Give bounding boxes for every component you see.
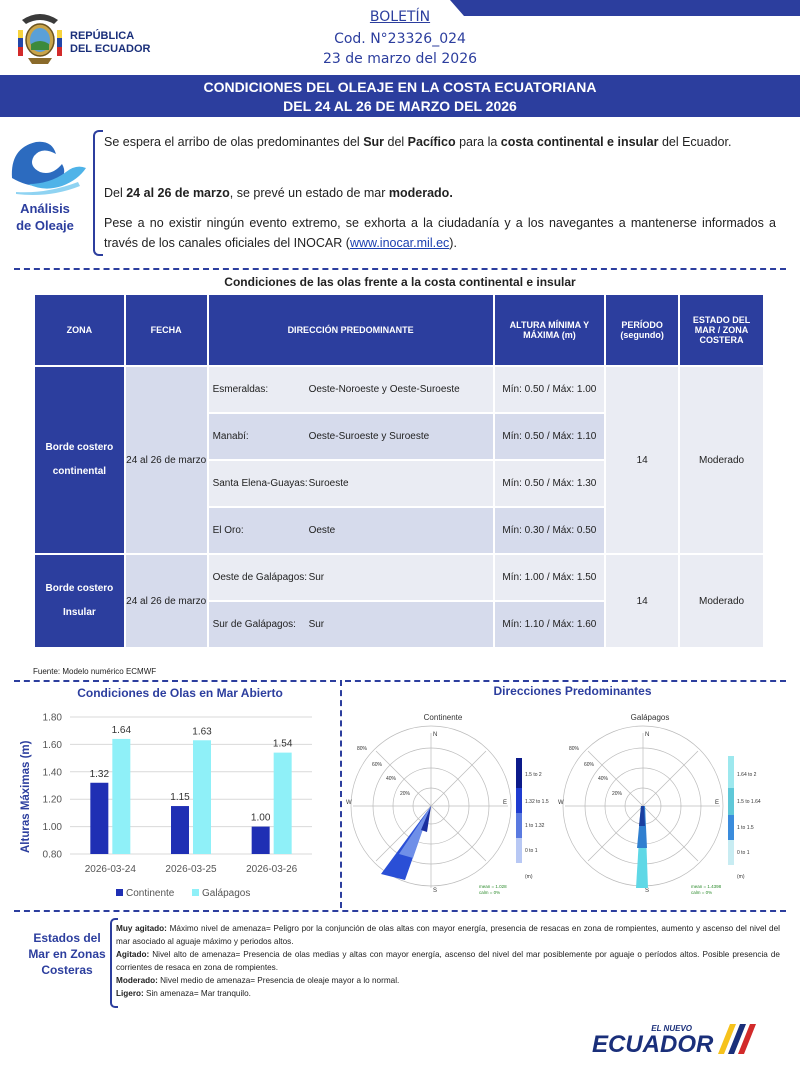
bar-continente — [90, 783, 108, 854]
label-e: E — [503, 800, 508, 806]
data-label: 1.15 — [170, 792, 190, 804]
p2-seg-bold: moderado. — [388, 186, 453, 200]
bottom-divider — [14, 910, 786, 912]
title-banner — [0, 75, 800, 117]
place: Oeste de Galápagos: — [212, 572, 308, 583]
estado-item — [116, 987, 780, 1000]
country-line-2: DEL ECUADOR — [70, 43, 151, 55]
inocar-link[interactable]: www.inocar.mil.ec — [349, 236, 450, 250]
height-cell: Mín: 0.50 / Máx: 1.00 — [494, 366, 606, 413]
p2-seg: , se prevé un estado de mar — [229, 186, 389, 200]
direction-cell — [208, 413, 494, 460]
zone-line-2: Insular — [63, 607, 96, 618]
legend-swatch — [516, 758, 522, 788]
estado-item — [116, 948, 780, 974]
legend-swatch — [728, 756, 734, 788]
legend-unit: (m) — [525, 874, 533, 880]
legend-swatch — [116, 889, 123, 896]
p1-seg-bold: costa continental e insular — [500, 135, 659, 149]
fecha-insular: 24 al 26 de marzo — [125, 554, 208, 648]
vertical-divider — [340, 680, 342, 908]
rose-calm: calm = 0% — [479, 890, 501, 895]
analysis-label-line-2: de Oleaje — [16, 218, 74, 233]
legend-entry: Galápagos — [202, 888, 251, 899]
legend-swatch — [728, 840, 734, 865]
height-cell: Mín: 1.00 / Máx: 1.50 — [494, 554, 606, 601]
table-header-row — [34, 294, 764, 366]
direction: Sur — [308, 572, 325, 583]
fecha-continental: 24 al 26 de marzo — [125, 366, 208, 554]
zone-insular — [34, 554, 125, 648]
wave-icon — [6, 134, 88, 196]
label-s: S — [433, 888, 438, 894]
estado-insular: Moderado — [679, 554, 764, 648]
place: Manabí: — [212, 431, 249, 442]
x-tick-label: 2026-03-26 — [246, 864, 298, 875]
direction: Oeste — [308, 525, 336, 536]
wave-conditions-table — [33, 293, 765, 649]
bar-galápagos — [274, 753, 292, 854]
bar-continente — [171, 806, 189, 854]
y-tick-label: 0.80 — [42, 849, 62, 861]
p3-end: ). — [449, 236, 457, 250]
direction: Suroeste — [308, 478, 349, 489]
section-divider — [14, 268, 786, 270]
chart-bars — [85, 725, 298, 875]
estado-text: Máximo nivel de amenaza= Peligro por la conjunción de olas altas con mayor energía, presencia de resacas en zona de rompientes, aumento y ascenso del nivel del mar asociado al aguaje máximo y periodos altos. — [116, 924, 780, 946]
analysis-paragraph-3 — [104, 213, 776, 253]
direction: Sur — [308, 619, 325, 630]
p2-seg: Del — [104, 186, 127, 200]
height-cell: Mín: 0.50 / Máx: 1.30 — [494, 460, 606, 507]
place: Esmeraldas: — [212, 384, 269, 395]
estado-term: Ligero: — [116, 989, 144, 998]
label-w: W — [558, 800, 564, 806]
periodo-continental: 14 — [605, 366, 679, 554]
y-tick-label: 1.40 — [42, 767, 62, 779]
chart-title: Condiciones de Olas en Mar Abierto — [77, 686, 283, 700]
data-label: 1.64 — [111, 724, 132, 736]
rose-mean: mean = 1.4398 — [691, 884, 722, 889]
estados-label-line-3: Costeras — [41, 963, 93, 977]
estado-continental: Moderado — [679, 366, 764, 554]
y-tick-label: 1.60 — [42, 739, 62, 751]
ring-label: 60% — [372, 762, 383, 768]
legend-label: 1.32 to 1.5 — [525, 799, 549, 805]
ring-label: 80% — [357, 746, 368, 752]
coat-of-arms-icon — [14, 10, 66, 66]
label-n: N — [645, 732, 650, 738]
estado-text: Sin amenaza= Mar tranquilo. — [143, 989, 251, 998]
rose-galapagos — [555, 708, 785, 903]
header-altura: ALTURA MÍNIMA Y MÁXIMA (m) — [494, 294, 606, 366]
direction-cell — [208, 554, 494, 601]
legend-swatch — [728, 815, 734, 840]
estado-term: Agitado: — [116, 950, 150, 959]
place: El Oro: — [212, 525, 244, 536]
legend-label: 0 to 1 — [737, 850, 750, 856]
zone-line-1: Borde costero — [45, 442, 114, 453]
ring-label: 40% — [386, 776, 397, 782]
zone-line-2: continental — [52, 466, 107, 477]
estado-text: Nivel alto de amenaza= Presencia de olas medias y altas con mayor energía, ascenso del nivel del mar posiblemente por aguaje o períodos altos. Posible presencia de corrientes de resaca en zona de rompientes. — [116, 950, 780, 972]
analysis-paragraph-1 — [104, 132, 776, 152]
rose-title: Galápagos — [630, 713, 670, 722]
table-row — [34, 366, 764, 413]
p1-seg-bold: Pacífico — [407, 135, 456, 149]
country-name — [70, 30, 150, 56]
height-cell: Mín: 0.30 / Máx: 0.50 — [494, 507, 606, 554]
estado-item — [116, 974, 780, 987]
estado-term: Muy agitado: — [116, 924, 167, 933]
label-e: E — [715, 800, 720, 806]
zone-continental — [34, 366, 125, 554]
legend-label: 1.64 to 2 — [737, 772, 757, 778]
table-row — [34, 554, 764, 601]
rose-title: Continente — [423, 713, 463, 722]
bar-chart — [12, 705, 332, 905]
label-w: W — [346, 800, 352, 806]
title-line-1: CONDICIONES DEL OLEAJE EN LA COSTA ECUATORIANA — [203, 79, 597, 95]
data-label: 1.32 — [89, 768, 110, 780]
legend-label: 0 to 1 — [525, 848, 538, 854]
label-n: N — [433, 732, 438, 738]
brand-small: EL NUEVO — [651, 1024, 692, 1033]
ring-label: 20% — [400, 791, 411, 797]
rose-calm: calm = 0% — [691, 890, 713, 895]
label-s: S — [645, 888, 650, 894]
analysis-brace — [93, 130, 103, 256]
legend-entry: Continente — [126, 888, 175, 899]
bulletin-label: BOLETÍN — [369, 9, 431, 25]
ring-label: 40% — [598, 776, 609, 782]
data-label: 1.00 — [250, 812, 271, 824]
p3-text: Pese a no existir ningún evento extremo, se exhorta a la ciudadanía y a los navegantes a mantenerse informados a través de los canales oficiales del INOCAR ( — [104, 216, 776, 250]
x-tick-label: 2026-03-25 — [165, 864, 217, 875]
bar-continente — [252, 827, 270, 854]
legend-label: 1 to 1.32 — [525, 823, 545, 829]
legend-swatch — [516, 788, 522, 813]
direction-cell — [208, 460, 494, 507]
table-title: Condiciones de las olas frente a la costa continental e insular — [224, 275, 576, 289]
ring-label: 20% — [612, 791, 623, 797]
data-label: 1.63 — [192, 726, 212, 738]
p1-seg: del Ecuador. — [658, 135, 732, 149]
chart-divider — [14, 680, 336, 682]
estados-label-line-1: Estados del — [33, 931, 101, 945]
ecuador-brand-logo — [590, 1020, 770, 1058]
ring-label: 80% — [569, 746, 580, 752]
legend-label: 1.5 to 2 — [525, 772, 542, 778]
estados-label — [20, 930, 114, 978]
rose-mean: mean = 1.028 — [479, 884, 507, 889]
estados-label-line-2: Mar en Zonas — [28, 947, 106, 961]
header-direccion: DIRECCIÓN PREDOMINANTE — [208, 294, 494, 366]
top-accent-bar — [450, 0, 800, 16]
roses-divider — [345, 680, 786, 682]
title-line-2: DEL 24 AL 26 DE MARZO DEL 2026 — [283, 98, 517, 114]
direction: Oeste-Noroeste y Oeste-Suroeste — [308, 384, 460, 395]
legend-swatch — [192, 889, 199, 896]
y-tick-label: 1.80 — [42, 712, 62, 724]
bar-galápagos — [193, 740, 211, 854]
header-periodo: PERÍODO (segundo) — [605, 294, 679, 366]
direction-cell — [208, 601, 494, 648]
source-note: Fuente: Modelo numérico ECMWF — [33, 667, 157, 676]
estado-term: Moderado: — [116, 976, 158, 985]
periodo-insular: 14 — [605, 554, 679, 648]
chart-legend — [116, 888, 250, 899]
analysis-paragraph-2 — [104, 183, 776, 203]
legend-label: 1.5 to 1.64 — [737, 799, 761, 805]
p1-seg: del — [384, 135, 408, 149]
direction: Oeste-Suroeste y Suroeste — [308, 431, 430, 442]
legend-swatch — [516, 838, 522, 863]
x-tick-label: 2026-03-24 — [84, 864, 136, 875]
estados-list — [116, 922, 780, 1000]
height-cell: Mín: 0.50 / Máx: 1.10 — [494, 413, 606, 460]
bulletin-date: 23 de marzo del 2026 — [322, 51, 478, 67]
p1-seg: Se espera el arribo de olas predominantes del — [104, 135, 364, 149]
y-tick-label: 1.20 — [42, 794, 62, 806]
brand-name: ECUADOR — [592, 1031, 714, 1058]
analysis-label — [10, 200, 80, 234]
direction-cell — [208, 366, 494, 413]
header-fecha: FECHA — [125, 294, 208, 366]
estado-item — [116, 922, 780, 948]
p2-seg-bold: 24 al 26 de marzo — [126, 186, 230, 200]
legend-swatch — [516, 813, 522, 838]
height-cell: Mín: 1.10 / Máx: 1.60 — [494, 601, 606, 648]
roses-title: Direcciones Predominantes — [493, 684, 652, 698]
analysis-label-line-1: Análisis — [20, 201, 70, 216]
header-zona: ZONA — [34, 294, 125, 366]
header-estado: ESTADO DEL MAR / ZONA COSTERA — [679, 294, 764, 366]
zone-line-1: Borde costero — [45, 583, 114, 594]
country-line-1: REPÚBLICA — [70, 30, 135, 42]
y-tick-label: 1.00 — [42, 822, 62, 834]
ring-label: 60% — [584, 762, 595, 768]
place: Sur de Galápagos: — [212, 619, 296, 630]
bar-galápagos — [112, 739, 130, 854]
estado-text: Nivel medio de amenaza= Presencia de oleaje mayor a lo normal. — [157, 976, 400, 985]
legend-label: 1 to 1.5 — [737, 825, 754, 831]
p1-seg: para la — [455, 135, 501, 149]
legend-swatch — [728, 788, 734, 815]
bulletin-code: Cod. N°23326_024 — [334, 31, 466, 47]
direction-cell — [208, 507, 494, 554]
p1-seg-bold: Sur — [363, 135, 385, 149]
rose-continente — [343, 708, 573, 903]
legend-unit: (m) — [737, 874, 745, 880]
y-axis-label: Alturas Máximas (m) — [20, 740, 32, 853]
place: Santa Elena-Guayas: — [212, 478, 308, 489]
data-label: 1.54 — [272, 738, 293, 750]
